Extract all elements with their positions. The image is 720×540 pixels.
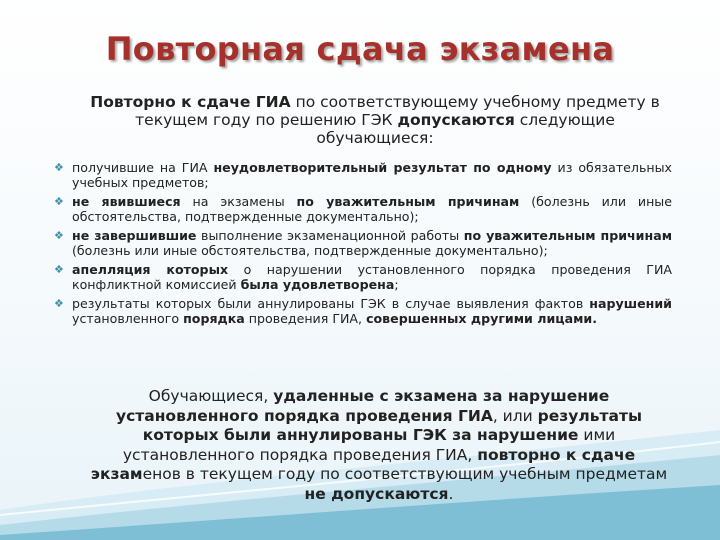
item-emphasis: апелляция которых (72, 262, 229, 277)
item-emphasis: неудовлетворительный результат по одному (213, 160, 552, 175)
outro-emphasis: повторно к сдаче экзам (90, 445, 636, 483)
item-text: ; (394, 277, 399, 292)
item-text: выполнение экзаменационной работы (196, 228, 464, 243)
item-emphasis: совершенных другими лицами. (366, 311, 598, 326)
item-emphasis: была удовлетворена (240, 277, 395, 292)
item-text: на экзамены (180, 194, 297, 209)
outro-text: , или (492, 406, 538, 425)
intro-text: по соответствующему учебному предмету в текущем году по решению ГЭК (135, 93, 660, 129)
item-text: проведения ГИА, (244, 311, 367, 326)
diamond-bullet-icon: ❖ (54, 161, 64, 174)
list-item (54, 160, 672, 190)
item-text: результаты которых были аннулированы ГЭК в случае выявления фактов (72, 296, 590, 311)
page-title: Повторная сдача экзамена (105, 30, 615, 68)
intro-paragraph (80, 93, 670, 147)
list-item (54, 194, 672, 224)
intro-emphasis: Повторно к сдаче ГИА (90, 93, 291, 111)
outro-emphasis: удаленные с экзамена за нарушение установленного порядка проведения ГИА (115, 387, 610, 425)
item-emphasis: по уважительным причинам (463, 228, 672, 243)
list-item (54, 262, 672, 292)
list-item (54, 228, 672, 258)
intro-emphasis: допускаются (397, 111, 515, 129)
item-text: о нарушении установленного порядка проведения ГИА конфликтной комиссией (72, 262, 672, 292)
item-emphasis: нарушений (589, 296, 672, 311)
item-text: (болезнь или иные обстоятельства, подтвержденные документально); (72, 243, 548, 258)
list-item (54, 296, 672, 326)
item-emphasis: не завершившие (72, 228, 197, 243)
diamond-bullet-icon: ❖ (54, 195, 64, 208)
outro-emphasis: результаты которых были аннулированы ГЭК за нарушение (142, 406, 642, 444)
outro-text: Обучающиеся, (148, 387, 274, 405)
outro-text: ими установленного порядка проведения ГИА, (122, 426, 616, 464)
outro-text: енов в текущем году по соответствующим учебным предметам (142, 465, 668, 483)
item-text: из обязательных учебных предметов; (72, 160, 673, 190)
eligibility-list (54, 160, 672, 330)
item-emphasis: не явившиеся (72, 194, 181, 209)
item-text: получившие на ГИА (72, 160, 214, 175)
diamond-bullet-icon: ❖ (54, 263, 64, 276)
item-emphasis: по уважительным причинам (296, 194, 520, 209)
outro-text: . (448, 484, 454, 503)
outro-paragraph (84, 387, 674, 504)
item-emphasis: порядка (183, 311, 245, 326)
outro-emphasis: не допускаются (304, 484, 449, 503)
diamond-bullet-icon: ❖ (54, 229, 64, 242)
intro-text: следующие обучающиеся: (316, 111, 615, 147)
diamond-bullet-icon: ❖ (54, 297, 64, 310)
item-text: установленного (72, 311, 184, 326)
item-text: (болезнь или иные обстоятельства, подтвержденные документально); (72, 194, 672, 224)
